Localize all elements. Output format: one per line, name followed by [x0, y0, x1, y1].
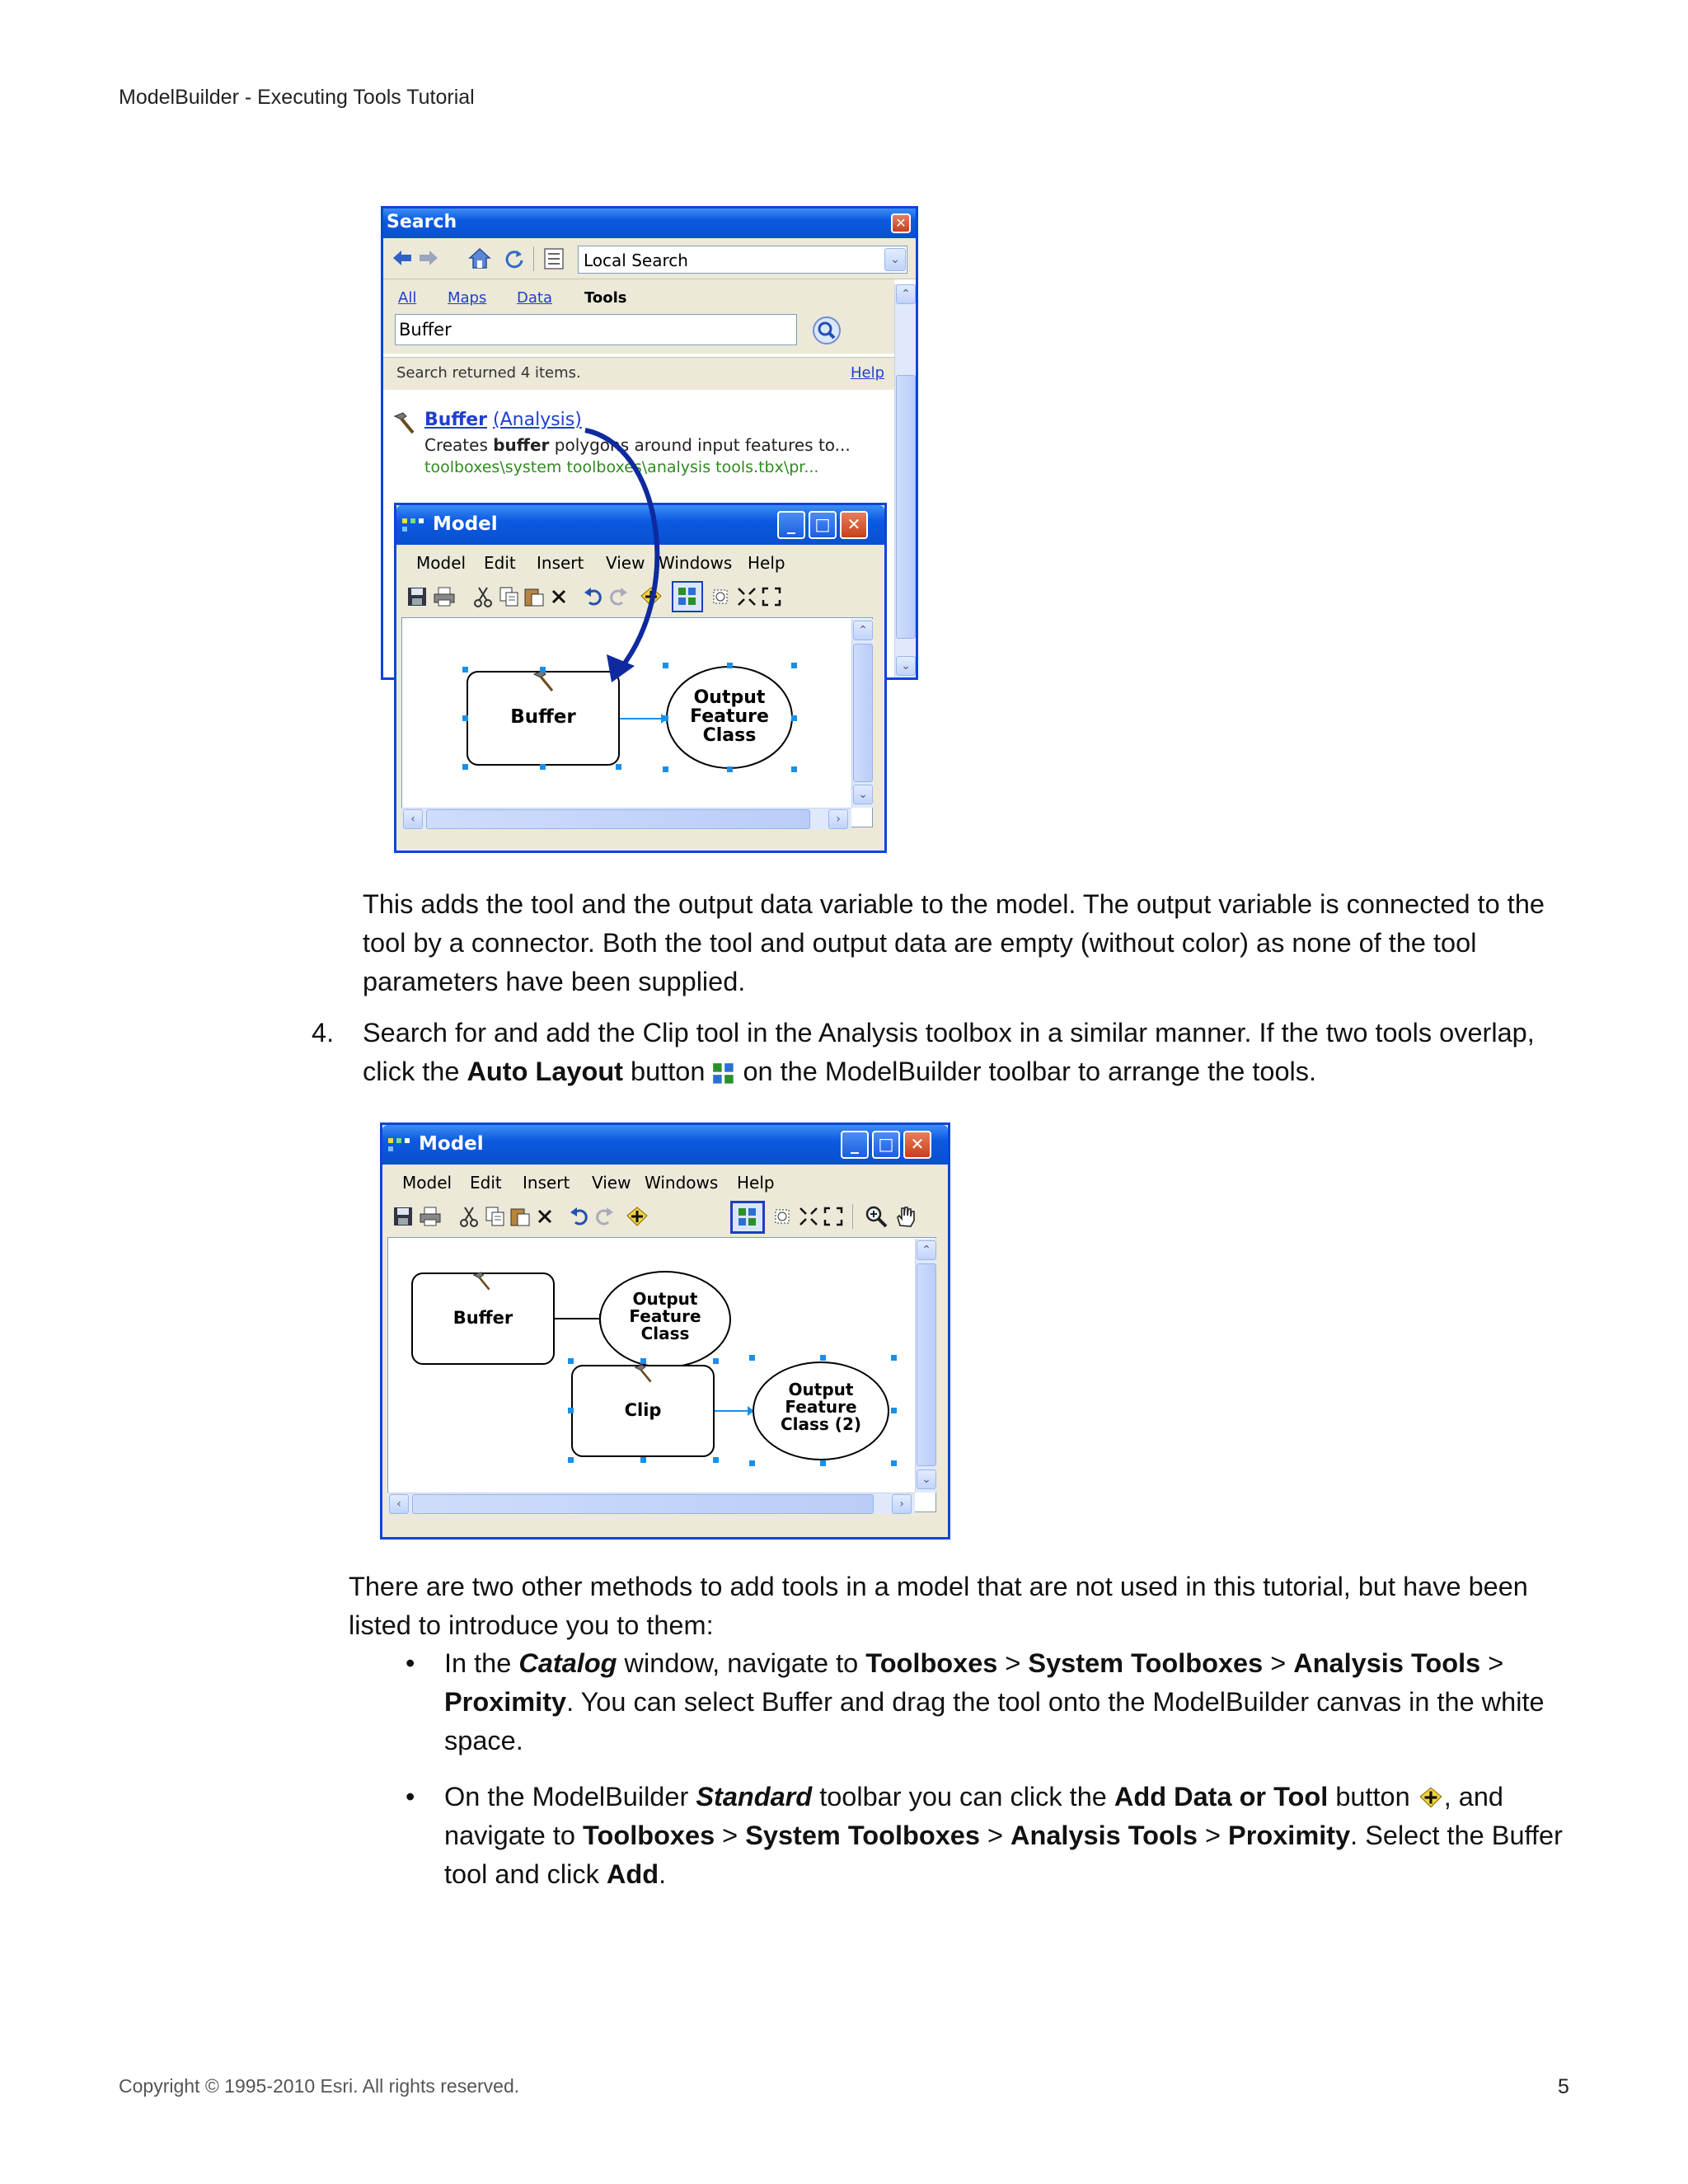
maximize-button[interactable]: □ [872, 1131, 900, 1159]
search-toolbar [383, 238, 916, 279]
selection-handle[interactable] [462, 764, 468, 770]
selection-handle[interactable] [891, 1460, 897, 1466]
scroll-down-button[interactable]: ⌄ [853, 785, 873, 804]
drag-arrow [569, 420, 676, 692]
selection-handle[interactable] [616, 764, 621, 770]
page-footer-copyright: Copyright © 1995-2010 Esri. All rights reserved. [119, 2075, 520, 2097]
scroll-up-button[interactable]: ⌃ [853, 621, 873, 640]
scroll-up-button[interactable]: ⌃ [917, 1240, 936, 1260]
selection-handle[interactable] [462, 667, 468, 673]
menu-insert[interactable]: Insert [537, 553, 584, 573]
pan-icon[interactable] [893, 1204, 918, 1229]
result-count: Search returned 4 items. [396, 364, 581, 382]
print-icon[interactable] [419, 1206, 442, 1227]
selection-handle[interactable] [568, 1358, 574, 1364]
scroll-down-button[interactable]: ⌄ [917, 1469, 936, 1489]
toolbar-separator [533, 246, 534, 271]
scroll-right-button[interactable]: › [892, 1494, 912, 1514]
menu-help[interactable]: Help [737, 1173, 775, 1193]
selection-handle[interactable] [727, 663, 733, 668]
selection-handle[interactable] [749, 1460, 755, 1466]
scroll-thumb[interactable] [896, 375, 916, 639]
hammer-icon [531, 669, 556, 694]
home-icon[interactable] [467, 246, 492, 269]
undo-icon[interactable] [569, 1206, 590, 1227]
minimize-button[interactable]: _ [841, 1131, 869, 1159]
zoom-icon[interactable] [864, 1204, 889, 1229]
auto-layout-icon [678, 587, 697, 607]
back-icon[interactable] [392, 248, 413, 268]
hammer-icon [392, 411, 416, 436]
output-node-label: Output Feature Class [690, 687, 769, 747]
search-go-icon[interactable] [812, 316, 842, 345]
hammer-icon [632, 1363, 654, 1385]
minimize-button[interactable]: _ [777, 511, 805, 539]
selection-handle[interactable] [891, 1408, 897, 1413]
scroll-thumb[interactable] [917, 1263, 936, 1466]
page-number: 5 [1558, 2075, 1569, 2098]
menu-model[interactable]: Model [416, 553, 467, 573]
selection-handle[interactable] [727, 766, 733, 772]
bullet-1 [406, 1644, 1559, 1760]
selection-handle[interactable] [749, 1355, 755, 1361]
selection-handle[interactable] [462, 715, 468, 721]
location-dropdown-value: Local Search [584, 251, 688, 270]
zoom-in-fixed-icon[interactable] [736, 586, 757, 607]
save-icon[interactable] [392, 1206, 414, 1227]
add-data-icon [1418, 1784, 1444, 1811]
step-number: 4. [312, 1018, 335, 1047]
selection-handle[interactable] [791, 663, 797, 668]
bullet-2 [406, 1778, 1563, 1893]
selection-handle[interactable] [540, 667, 546, 673]
maximize-button[interactable]: □ [809, 511, 837, 539]
menu-edit[interactable]: Edit [484, 553, 516, 573]
copy-icon[interactable] [499, 586, 520, 607]
menu-windows[interactable]: Windows [645, 1173, 719, 1193]
options-icon[interactable] [543, 247, 565, 270]
selection-handle[interactable] [820, 1460, 826, 1466]
search-scrollbar[interactable] [894, 284, 916, 677]
buffer-node-label: Buffer [452, 1308, 513, 1328]
selection-handle[interactable] [713, 1358, 719, 1364]
menu-insert[interactable]: Insert [523, 1173, 570, 1193]
menu-edit[interactable]: Edit [470, 1173, 502, 1193]
selection-handle[interactable] [640, 1457, 646, 1463]
add-data-icon[interactable] [625, 1204, 649, 1229]
step-4 [312, 1014, 1564, 1096]
hammer-icon [471, 1271, 492, 1292]
paragraph-2: There are two other methods to add tools in a model that are not used in this tutorial, but have been listed to introduce you to them: [349, 1572, 1528, 1640]
delete-icon[interactable] [550, 588, 568, 606]
toolbar-separator [852, 1204, 853, 1229]
forward-icon[interactable] [418, 248, 439, 268]
menu-windows[interactable]: Windows [659, 553, 733, 573]
paragraph-1: This adds the tool and the output data variable to the model. The output variable is connected to the tool by a connector. Both the tool and output data are empty (without color) as none of the tool parameters have been supplied. [363, 889, 1545, 996]
scroll-up-button[interactable]: ⌃ [896, 284, 916, 304]
search-window-title: Search [387, 212, 457, 232]
tab-maps[interactable]: Maps [448, 289, 487, 307]
menu-view[interactable]: View [606, 553, 645, 573]
scroll-thumb[interactable] [853, 644, 873, 782]
zoom-out-fixed-icon[interactable] [761, 586, 782, 607]
paste-icon[interactable] [509, 1206, 531, 1227]
bullet-1-text: In the Catalog window, navigate to Toolboxes > System Toolboxes > Analysis Tools > Proximity. You can select Buffer and drag the tool onto the ModelBuilder canvas in the white space. [444, 1648, 1545, 1755]
auto-layout-button[interactable] [672, 581, 703, 612]
selection-handle[interactable] [540, 764, 546, 770]
full-extent-icon[interactable] [771, 1206, 793, 1227]
redo-icon[interactable] [593, 1206, 615, 1227]
model-window-2 [380, 1122, 950, 1540]
model-toolbar [382, 1197, 948, 1235]
cut-icon[interactable] [458, 1206, 480, 1227]
scroll-thumb[interactable] [412, 1494, 874, 1514]
tab-tools[interactable]: Tools [584, 289, 627, 307]
print-icon[interactable] [433, 586, 456, 607]
model-2-vscroll[interactable] [915, 1239, 936, 1493]
delete-icon[interactable] [536, 1207, 554, 1226]
model-menubar [382, 1165, 948, 1197]
selection-handle[interactable] [791, 766, 797, 772]
paste-icon[interactable] [523, 586, 545, 607]
scroll-left-button[interactable]: ‹ [389, 1494, 409, 1514]
tab-all[interactable]: All [398, 289, 417, 307]
help-link[interactable]: Help [850, 364, 884, 382]
chevron-down-icon[interactable]: ⌄ [884, 248, 906, 271]
auto-layout-icon [712, 1062, 735, 1085]
cut-icon[interactable] [472, 586, 494, 607]
model-2-hscroll[interactable] [387, 1493, 915, 1514]
selection-handle[interactable] [640, 1358, 646, 1364]
tab-data[interactable]: Data [517, 289, 552, 307]
zoom-out-fixed-icon[interactable] [823, 1206, 844, 1227]
model-canvas-2[interactable] [387, 1237, 936, 1512]
model-icon [401, 517, 424, 533]
search-window-titlebar [383, 209, 916, 238]
selection-handle[interactable] [891, 1355, 897, 1361]
buffer-node-label: Buffer [510, 706, 576, 728]
search-tabs [383, 279, 894, 354]
scroll-down-button[interactable]: ⌄ [896, 656, 916, 676]
model-window-1-title: Model [433, 513, 498, 535]
result-description: Creates buffer polygons around input features to... [424, 435, 851, 455]
result-count-bar [383, 357, 894, 390]
auto-layout-label: Auto Layout [467, 1057, 623, 1086]
bullet-2-text: On the ModelBuilder Standard toolbar you can click the Add Data or Tool button , and navigate to Toolboxes > System Toolboxes > Analysis Tools > Proximity. Select the Buffer tool and click Add. [444, 1782, 1563, 1889]
output-node-label: Output Feature Class [629, 1289, 701, 1343]
search-input[interactable] [395, 314, 797, 345]
auto-layout-icon [738, 1207, 757, 1227]
clip-node-label: Clip [624, 1400, 662, 1420]
result-qualifier[interactable]: (Analysis) [493, 410, 582, 430]
location-dropdown[interactable] [578, 246, 907, 274]
scroll-right-button[interactable]: › [828, 809, 848, 829]
menu-view[interactable]: View [592, 1173, 631, 1193]
refresh-icon[interactable] [504, 248, 525, 269]
selection-handle[interactable] [791, 715, 797, 721]
copy-icon[interactable] [485, 1206, 506, 1227]
scroll-left-button[interactable]: ‹ [403, 809, 423, 829]
connector-arrow [620, 709, 669, 729]
menu-model[interactable]: Model [402, 1173, 452, 1193]
page-header: ModelBuilder - Executing Tools Tutorial [119, 86, 475, 109]
bullet-symbol: • [406, 1782, 415, 1811]
menu-help[interactable]: Help [748, 553, 785, 573]
selection-handle[interactable] [568, 1408, 574, 1413]
model-icon [387, 1137, 410, 1153]
selection-handle[interactable] [713, 1457, 719, 1463]
output-2-node-label: Output Feature Class (2) [781, 1380, 861, 1434]
search-input-value: Buffer [399, 320, 452, 340]
bullet-symbol: • [406, 1648, 415, 1678]
selection-handle[interactable] [820, 1355, 826, 1361]
connector-arrow [715, 1401, 756, 1421]
close-button[interactable]: ✕ [840, 511, 868, 539]
scroll-thumb[interactable] [426, 809, 810, 829]
model-1-hscroll[interactable] [401, 808, 851, 829]
model-1-vscroll[interactable] [851, 619, 873, 808]
close-button[interactable]: ✕ [903, 1131, 931, 1159]
result-name[interactable]: Buffer [424, 410, 488, 430]
search-close-button[interactable]: ✕ [891, 213, 911, 233]
selection-handle[interactable] [663, 766, 668, 772]
full-extent-icon[interactable] [710, 586, 731, 607]
save-icon[interactable] [406, 586, 428, 607]
zoom-in-fixed-icon[interactable] [798, 1206, 819, 1227]
step-4-text: Search for and add the Clip tool in the Analysis toolbox in a similar manner. If the two tools overlap, click the Auto Layout button on the ModelBuilder toolbar to arrange the tools. [363, 1018, 1535, 1086]
model-window-2-title: Model [419, 1133, 484, 1155]
auto-layout-button[interactable] [730, 1201, 765, 1234]
result-path: toolboxes\system toolboxes\analysis tools.tbx\pr... [424, 458, 819, 476]
selection-handle[interactable] [568, 1457, 574, 1463]
selection-handle[interactable] [663, 715, 668, 721]
